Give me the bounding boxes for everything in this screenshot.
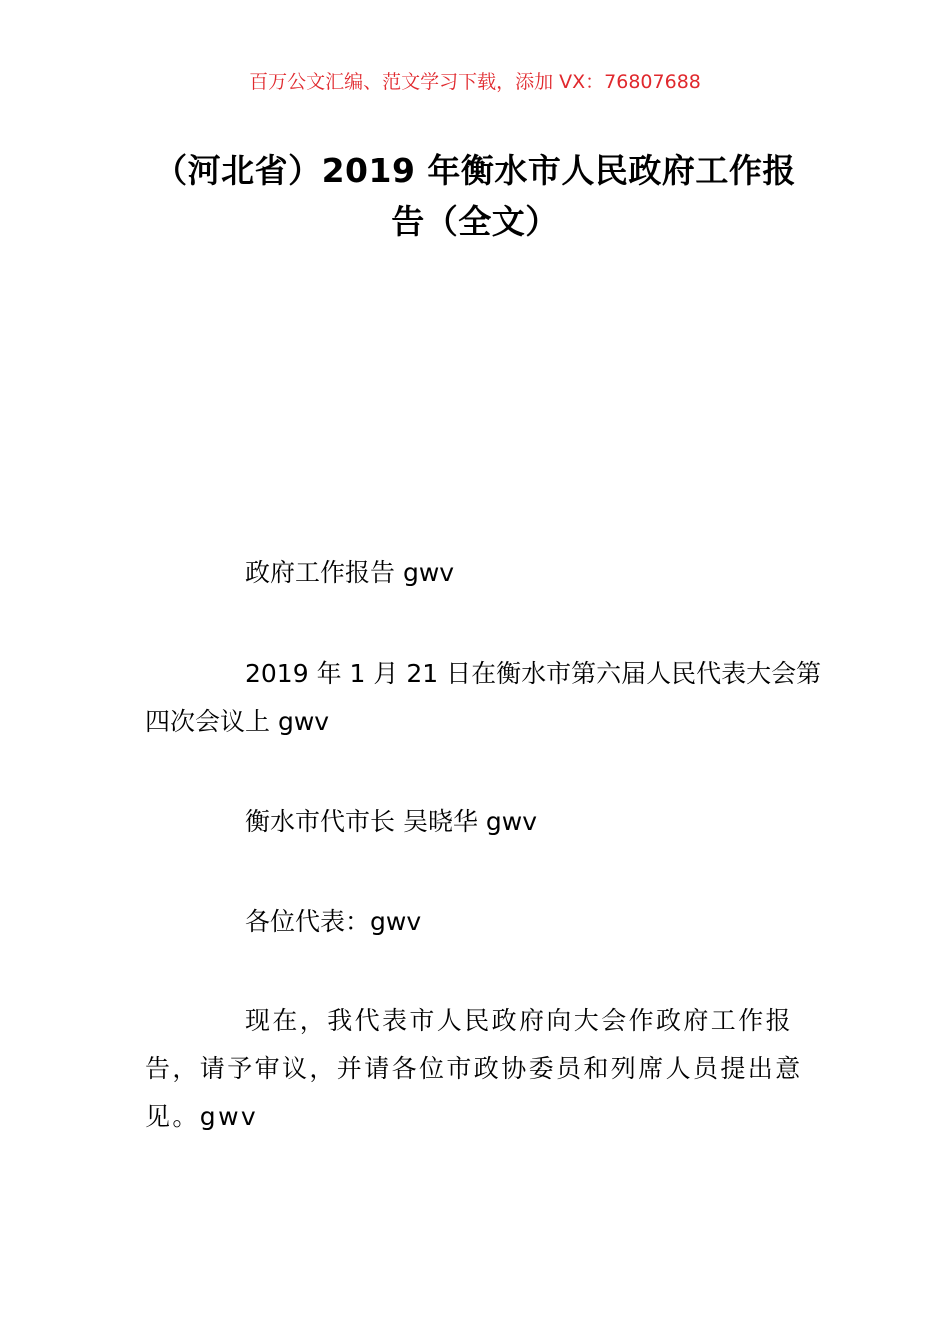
header-banner: 百万公文汇编、范文学习下载，添加 VX：76807688 (249, 71, 701, 93)
document-title-line-1: （河北省）2019 年衡水市人民政府工作报 (154, 151, 796, 190)
document-title-line-2: 告（全文） (391, 202, 559, 241)
paragraph-salutation: 各位代表：gwv (245, 907, 422, 936)
paragraph-opening: 现在，我代表市人民政府向大会作政府工作报告，请予审议，并请各位市政协委员和列席人员提出意见。gwv (145, 1006, 803, 1131)
paragraph-speaker: 衡水市代市长 吴晓华 gwv (245, 807, 538, 836)
paragraph-report-heading: 政府工作报告 gwv (245, 558, 455, 587)
paragraph-meeting-info: 2019 年 1 月 21 日在衡水市第六届人民代表大会第四次会议上 gwv (145, 659, 822, 736)
document-title (145, 145, 805, 247)
